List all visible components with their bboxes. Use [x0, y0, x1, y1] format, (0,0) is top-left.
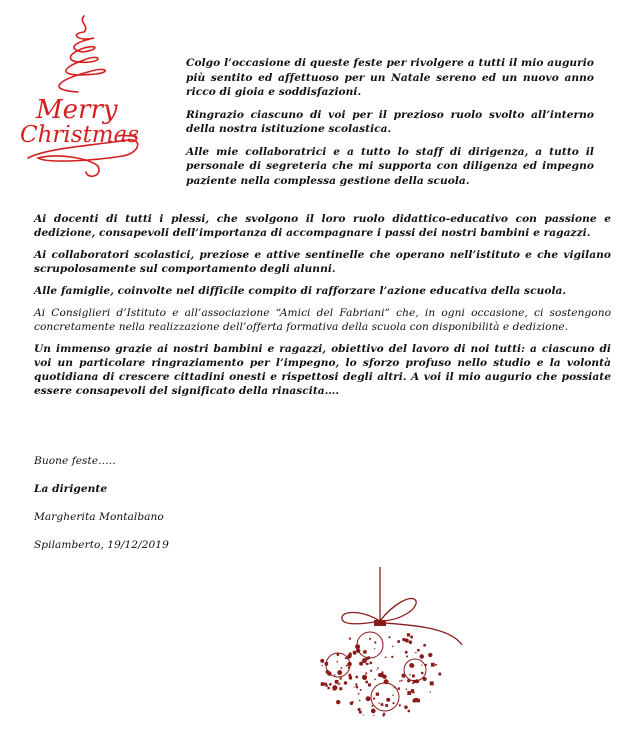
body-section: [34, 212, 611, 406]
bauble-decoration: [405, 638, 409, 642]
bauble-decoration: [339, 687, 342, 690]
bauble-decoration: [373, 698, 375, 700]
bauble-decoration: [325, 684, 327, 686]
bauble-decoration: [391, 656, 393, 658]
bauble-decoration: [369, 638, 371, 640]
bauble-decoration: [359, 700, 361, 702]
bauble-decoration: [327, 687, 329, 689]
bauble-decoration: [344, 681, 347, 684]
bauble-decoration: [374, 641, 376, 643]
bauble-decoration: [421, 672, 423, 674]
bauble-decoration: [349, 676, 352, 679]
bauble-decoration: [378, 702, 379, 703]
bauble-decoration: [405, 651, 408, 654]
intro-paragraph: Alle mie collaboratrici e a tutto lo staff di dirigenza, a tutto il personale di segreteria che mi supporta con diligenza ed impegno paziente nella complessa gestione della scuola.: [186, 145, 594, 187]
bauble-decoration: [370, 670, 372, 672]
bauble-decoration: [386, 698, 390, 702]
bauble-decoration: [382, 675, 386, 679]
bauble-decoration: [355, 676, 357, 678]
bauble-decoration: [406, 656, 408, 658]
bauble-decoration: [322, 665, 323, 666]
body-paragraph: Ai collaboratori scolastici, preziose e attive sentinelle che operano nell’istituto e che vigilano scrupolosamente sul comportamento degli alunni.: [34, 249, 611, 275]
bauble-decoration: [354, 686, 355, 687]
bauble-decoration: [337, 653, 339, 655]
body-paragraph: Un immenso grazie ai nostri bambini e ragazzi, obiettivo del lavoro di noi tutti: a ciascuno di voi un particolare ringraziamento per l’impegno, lo sforzo profuso nello studio e la volontà quotidiana di crescere cittadini onesti e rispettosi degli altri. A voi il mio augurio che possiate essere consapevoli del significato della rinascita….: [34, 343, 611, 397]
bauble-decoration: [366, 696, 371, 701]
bauble-decoration: [376, 693, 379, 696]
bauble-decoration: [417, 649, 420, 652]
bauble-decoration: [348, 674, 351, 677]
bauble-decoration: [374, 648, 375, 649]
bauble-decoration: [339, 683, 341, 685]
bauble-decoration: [381, 671, 383, 673]
bauble-decoration: [410, 636, 413, 639]
bauble-decoration: [374, 679, 376, 681]
bauble-decoration: [333, 687, 336, 690]
bauble-decoration: [345, 657, 347, 659]
bauble-decoration: [363, 650, 366, 653]
bauble-decoration: [359, 662, 363, 666]
bauble-decoration: [350, 701, 354, 705]
bauble-decoration: [392, 694, 393, 695]
bauble-decoration: [419, 654, 423, 658]
bauble-decoration: [407, 633, 410, 636]
bauble-decoration: [355, 684, 357, 686]
bauble-decoration: [376, 669, 377, 670]
intro-section: [186, 56, 594, 196]
bauble-decoration: [438, 673, 441, 676]
bauble-decoration: [392, 646, 393, 647]
christmas-text: Christmas: [20, 122, 140, 148]
bauble-decoration: [401, 680, 403, 682]
body-paragraph: Ai docenti di tutti i plessi, che svolgono il loro ruolo didattico-educativo con passione e dedizione, consapevoli dell’importanza di accompagnare i passi dei nostri bambini e ragazzi.: [34, 213, 611, 239]
bauble-decoration: [411, 689, 414, 692]
bauble-decoration: [398, 687, 400, 689]
bauble-decoration: [385, 657, 386, 658]
bauble-decoration: [421, 665, 422, 666]
intro-paragraph: Colgo l’occasione di queste feste per rivolgere a tutti il mio augurio più sentito ed affettuoso per un Natale sereno ed un nuovo anno ricco di gioia e soddisfazioni.: [186, 57, 594, 98]
bauble-decoration: [356, 686, 359, 689]
christmas-bauble-icon: [300, 565, 480, 740]
bauble-decoration: [359, 711, 362, 714]
bauble-decoration: [407, 691, 411, 695]
bauble-decoration: [409, 674, 410, 675]
bauble-decoration: [377, 667, 378, 668]
bauble-decoration: [399, 704, 401, 706]
body-paragraph: Ai Consiglieri d’Istituto e all’associazione “Amici del Fabriani” che, in ogni occasione, ci sostengono concretamente nella realizzazione dell’offerta formativa della scuola con disponibilità e dedizione.: [34, 307, 611, 333]
bauble-decoration: [381, 703, 384, 706]
bauble-decoration: [337, 670, 342, 675]
bauble-decoration: [406, 689, 407, 690]
bauble-decoration: [363, 714, 364, 715]
bauble-decoration: [371, 705, 373, 707]
bauble-decoration: [360, 689, 362, 691]
bauble-decoration: [321, 682, 325, 686]
bauble-decoration: [340, 667, 342, 669]
bauble-decoration: [423, 644, 426, 647]
bauble-decoration: [399, 680, 400, 681]
bauble-decoration: [370, 662, 372, 664]
bauble-decoration: [430, 691, 431, 692]
bauble-decoration: [385, 680, 386, 681]
bauble-decoration: [336, 700, 340, 704]
closing-greeting: Buone feste…..: [34, 455, 116, 467]
bauble-decoration: [334, 674, 335, 675]
bauble-decoration: [329, 683, 332, 686]
bauble-decoration: [382, 714, 384, 716]
bauble-decoration: [358, 708, 361, 711]
bauble-decoration: [368, 683, 371, 686]
body-paragraph: Alle famiglie, coinvolte nel difficile compito di rafforzare l’azione educativa della scuola.: [34, 285, 567, 297]
bauble-decoration: [362, 675, 367, 680]
bauble-decoration: [404, 705, 408, 709]
bauble-decoration: [412, 675, 415, 678]
signer-role: La dirigente: [34, 483, 108, 495]
bauble-decoration: [358, 693, 360, 695]
bauble-decoration: [385, 704, 388, 707]
merry-text: Merry: [36, 95, 118, 125]
bauble-decoration: [362, 658, 367, 663]
bauble-decoration: [365, 681, 368, 684]
bauble-decoration: [430, 681, 434, 685]
bauble-decoration: [409, 663, 414, 668]
place-date: Spilamberto, 19/12/2019: [34, 539, 169, 551]
bauble-decoration: [335, 680, 339, 684]
bauble-decoration: [349, 652, 352, 655]
bauble-decoration: [415, 652, 416, 653]
merry-christmas-tree-icon: [8, 8, 158, 188]
bauble-decoration: [409, 640, 413, 644]
bauble-decoration: [353, 651, 357, 655]
bauble-decoration: [435, 664, 437, 666]
bauble-decoration: [365, 663, 366, 664]
bauble-decoration: [371, 709, 376, 714]
bauble-decoration: [320, 659, 324, 663]
bauble-decoration: [373, 715, 374, 716]
bauble-decoration: [337, 684, 338, 685]
bauble-decoration: [337, 661, 338, 662]
bauble-decoration: [408, 710, 410, 712]
bauble-decoration: [397, 640, 400, 643]
signature-block: [34, 454, 334, 566]
bauble-decoration: [340, 678, 342, 680]
bauble-decoration: [365, 672, 367, 674]
bauble-decoration: [393, 702, 395, 704]
bauble-decoration: [428, 653, 432, 657]
bauble-decoration: [388, 636, 390, 638]
signer-name: Margherita Montalbano: [34, 511, 164, 523]
bauble-decoration: [431, 663, 435, 667]
bauble-decoration: [346, 665, 348, 667]
bauble-decoration: [349, 637, 351, 639]
bauble-decoration: [412, 699, 416, 703]
intro-paragraph: Ringrazio ciascuno di voi per il prezioso ruolo svolto all’interno della nostra istituzione scolastica.: [186, 108, 594, 135]
